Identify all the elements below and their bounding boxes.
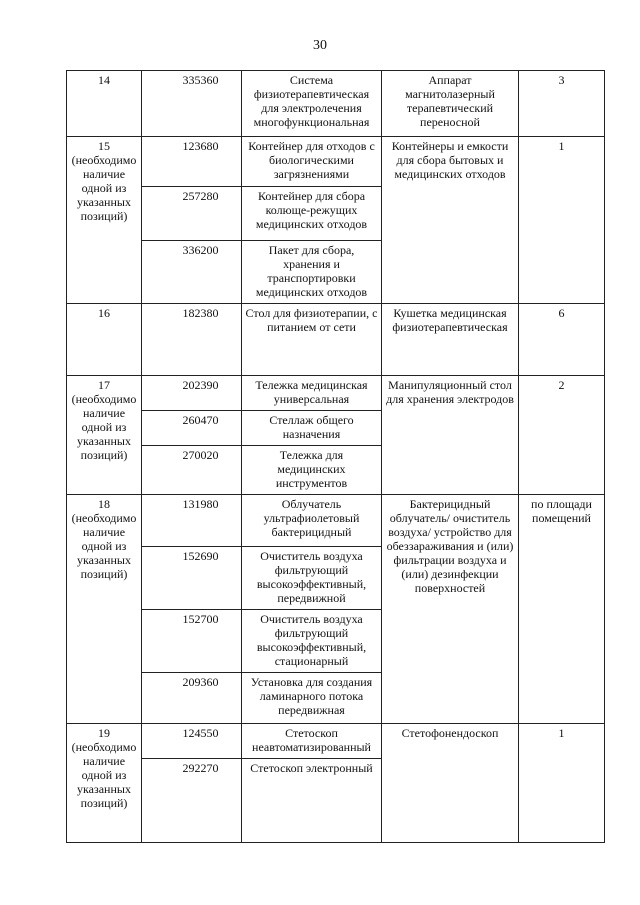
device-name: Контейнеры и емкости для сбора бытовых и медицинских отходов	[382, 137, 519, 304]
device-name: Стетофонендоскоп	[382, 724, 519, 843]
device-name: Бактерицидный облучатель/ очиститель воздуха/ устройство для обеззараживания и (или) фильтрации воздуха и (или) дезинфекции поверхностей	[382, 495, 519, 724]
item-name: Стетоскоп электронный	[242, 759, 382, 843]
equipment-table	[66, 70, 605, 843]
item-name: Пакет для сбора, хранения и транспортировки медицинских отходов	[242, 241, 382, 304]
position-number: 17 (необходимо наличие одной из указанных позиций)	[67, 376, 142, 495]
table-row	[67, 304, 605, 376]
item-name: Тележка для медицинских инструментов	[242, 446, 382, 495]
item-name: Стеллаж общего назначения	[242, 411, 382, 446]
device-name: Аппарат магнитолазерный терапевтический переносной	[382, 71, 519, 137]
table-row	[67, 376, 605, 411]
item-name: Установка для создания ламинарного потока передвижная	[242, 673, 382, 724]
page-number: 30	[313, 38, 327, 53]
item-code: 209360	[142, 673, 242, 724]
position-number: 14	[67, 71, 142, 137]
item-code: 131980	[142, 495, 242, 547]
item-code: 152690	[142, 547, 242, 610]
table-row	[67, 71, 605, 137]
position-number: 15 (необходимо наличие одной из указанных позиций)	[67, 137, 142, 304]
item-code: 124550	[142, 724, 242, 759]
item-name: Облучатель ультрафиолетовый бактерицидный	[242, 495, 382, 547]
item-code: 152700	[142, 610, 242, 673]
item-code: 257280	[142, 187, 242, 241]
item-code: 182380	[142, 304, 242, 376]
device-name: Манипуляционный стол для хранения электродов	[382, 376, 519, 495]
item-name: Контейнер для сбора колюще-режущих медицинских отходов	[242, 187, 382, 241]
position-number: 16	[67, 304, 142, 376]
device-name: Кушетка медицинская физиотерапевтическая	[382, 304, 519, 376]
item-name: Контейнер для отходов с биологическими загрязнениями	[242, 137, 382, 187]
quantity: 2	[519, 376, 605, 495]
item-code: 336200	[142, 241, 242, 304]
item-name: Очиститель воздуха фильтрующий высокоэффективный, стационарный	[242, 610, 382, 673]
table-row	[67, 137, 605, 187]
quantity: 1	[519, 137, 605, 304]
item-code: 202390	[142, 376, 242, 411]
position-number: 19 (необходимо наличие одной из указанных позиций)	[67, 724, 142, 843]
quantity: по площади помещений	[519, 495, 605, 724]
table-row	[67, 724, 605, 759]
item-code: 270020	[142, 446, 242, 495]
item-name: Стетоскоп неавтоматизированный	[242, 724, 382, 759]
item-name: Тележка медицинская универсальная	[242, 376, 382, 411]
item-name: Система физиотерапевтическая для электролечения многофункциональная	[242, 71, 382, 137]
item-code: 292270	[142, 759, 242, 843]
quantity: 3	[519, 71, 605, 137]
table-row	[67, 495, 605, 547]
item-code: 123680	[142, 137, 242, 187]
position-number: 18 (необходимо наличие одной из указанных позиций)	[67, 495, 142, 724]
item-name: Стол для физиотерапии, с питанием от сети	[242, 304, 382, 376]
item-code: 335360	[142, 71, 242, 137]
item-code: 260470	[142, 411, 242, 446]
quantity: 6	[519, 304, 605, 376]
quantity: 1	[519, 724, 605, 843]
item-name: Очиститель воздуха фильтрующий высокоэффективный, передвижной	[242, 547, 382, 610]
